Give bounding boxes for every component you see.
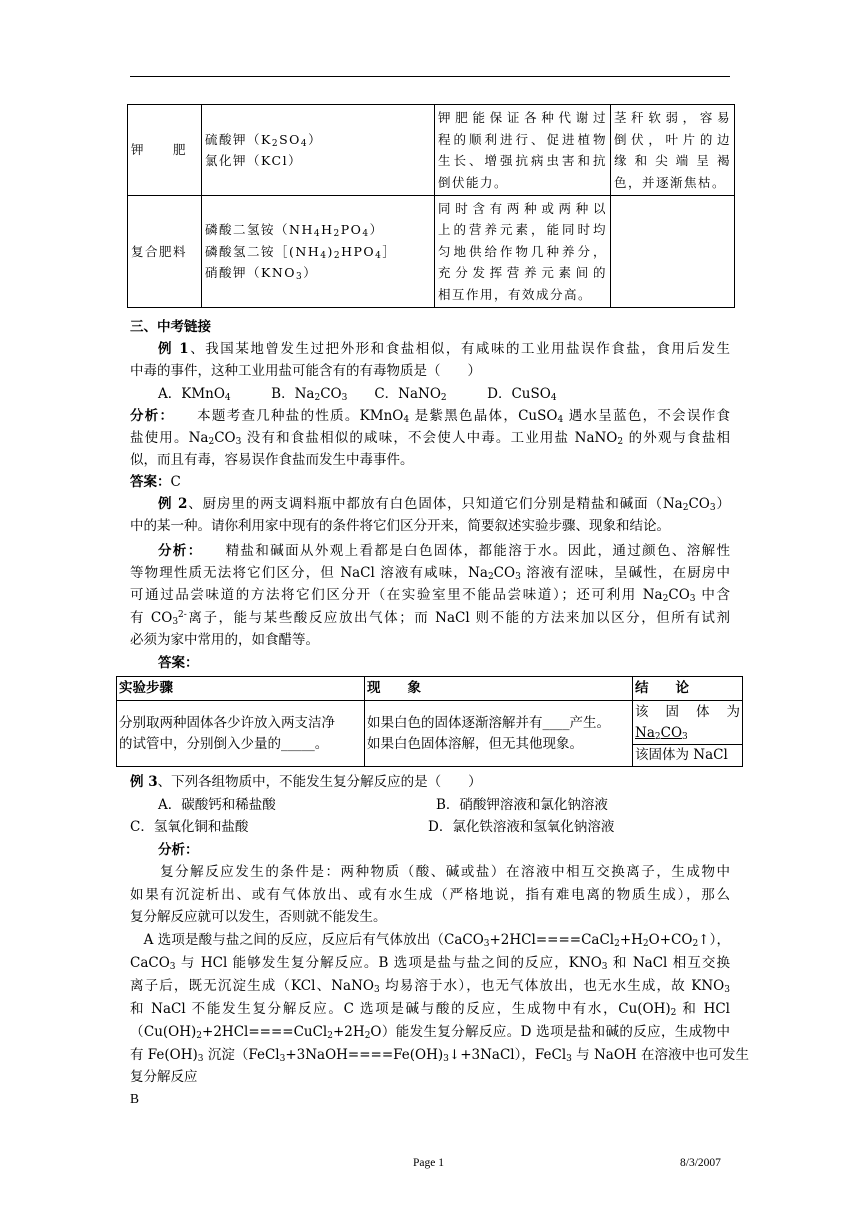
example3-option-b: B．硝酸钾溶液和氯化钠溶液 [436,797,608,813]
fertilizer-name: 复合肥料 [128,196,202,308]
example2-analysis-line2: 等物理性质无法将它们区分，但 NaCl 溶液有咸味，$Na_2CO_3$ 溶液有涩味，呈碱性，在厨房中 [130,565,730,582]
example1-question-line1: 例 1、我国某地曾发生过把外形和食盐相似，有咸味的工业用盐误作食盐，食用后发生 [158,341,731,357]
example2-analysis-line4: 有 $CO_3^{2-}$离子，能与某些酸反应放出气体；而 NaCl 则不能的方法来加以区分，但所有试剂 [130,610,730,627]
example2-analysis-line5: 必须为家中常用的，如食醋等。 [130,632,319,648]
header-phenomena: 现 象 [365,677,633,701]
example1-analysis-line3: 似，而且有毒，容易误作食盐而发生中毒事件。 [130,452,414,468]
example2-analysis-line3: 可通过品尝味道的方法将它们区分开（在实验室里不能品尝味道）；还可利用 $Na_2CO_3$ 中含 [130,587,731,604]
example3-option-d: D．氯化铁溶液和氢氧化钠溶液 [428,819,615,835]
footer-date: 8/3/2007 [680,1157,721,1169]
example3-analysis-p2-line2: CaCO$_3$ 与 HCl 能够发生复分解反应。B 选项是盐与盐之间的反应，$KNO_3$ 和 NaCl 相互交换 [130,955,730,972]
example2-question-line2: 中的某一种。请你利用家中现有的条件将它们区分开来，简要叙述实验步骤、现象和结论。 [130,518,670,534]
fertilizer-function: 同时含有两种或两种以 上的营养元素，能同时均 匀地供给作物几种养分， 充分发挥营养元素间的 相互作用，有效成分高。 [435,196,611,308]
table-row [128,105,735,196]
example1-analysis-line2: 盐使用。$Na_2CO_3$ 没有和食盐相似的咸味，不会使人中毒。工业用盐 NaNO$_2$ 的外观与食盐相 [130,430,730,447]
steps-cell: 分别取两种固体各少许放入两支洁净 的试管中，分别倒入少量的_____。 [117,701,365,767]
example3-analysis-p2-line6: 有 $Fe(OH)_3$ 沉淀$(FeCl_3+3NaOH====Fe(OH)_3↓+3NaCl)$，FeCl$_3$ 与 NaOH 在溶液中也可发生 [130,1047,749,1064]
example2-question-line1: 例 2、厨房里的两支调料瓶中都放有白色固体，只知道它们分别是精盐和碱面$(Na_2CO_3)$ [158,496,730,513]
example3-analysis-label: 分析： [158,842,199,858]
example3-analysis-p2-line4: 和 NaCl 不能发生复分解反应。C 选项是碱与酸的反应，生成物中有水，$Cu(OH)_2$ 和 HCl [130,1001,730,1018]
answer-table [116,676,743,767]
table-row [117,677,743,701]
example1-options: A．KMnO$_4$ B．$Na_2CO_3$ C．NaNO$_2$ D．CuSO$_4$ [158,386,557,403]
header-steps: 实验步骤 [117,677,365,701]
fertilizer-deficiency: 茎秆软弱，容易 倒伏，叶片的边 缘和尖端呈褐 色，并逐渐焦枯。 [611,105,735,196]
fertilizer-function: 钾肥能保证各种代谢过 程的顺利进行、促进植物 生长、增强抗病虫害和抗 倒伏能力。 [435,105,611,196]
example2-answer-label: 答案： [158,655,199,671]
header-rule [130,76,730,77]
example2-analysis-line1: 分析： 精盐和碱面从外观上看都是白色固体，都能溶于水。因此，通过颜色、溶解性 [158,543,730,559]
conclusion-cell: 该 固 体 为 $Na_2CO_3$ 该固体为 NaCl [633,701,743,767]
fertilizer-items: 磷酸二氢铵$(NH_4H_2PO_4)$ 磷酸氢二铵$[(NH_4)_2HPO_4]$ 硝酸钾$(KNO_3)$ [202,196,435,308]
example3-option-a: A．碳酸钙和稀盐酸 [158,797,276,813]
section-title: 三、中考链接 [130,319,211,335]
fertilizer-deficiency [611,196,735,308]
example3-option-c: C．氢氧化铜和盐酸 [130,819,249,835]
example1-answer: 答案：C [130,474,181,490]
page-number: Page 1 [413,1157,444,1169]
table-row [128,196,735,308]
table-row [117,701,743,767]
example3-answer: B [130,1091,140,1106]
example1-question-line2: 中毒的事件，这种工业用盐可能含有的有毒物质是（ ） [130,363,481,379]
header-conclusion: 结 论 [633,677,743,701]
example3-analysis-p1-line3: 复分解反应就可以发生，否则就不能发生。 [130,909,387,925]
example3-analysis-p2-line3: 离子后，既无沉淀生成（KCl、NaNO$_3$ 均易溶于水），也无气体放出，也无水生成，故 $KNO_3$ [130,978,730,995]
fertilizer-name: 钾 肥 [128,105,202,196]
fertilizer-table [127,104,735,308]
example3-analysis-p2-line1: A 选项是酸与盐之间的反应，反应后有气体放出$(CaCO_3+2HCl====CaCl_2+H_2O+CO_2↑)$， [130,932,730,949]
example3-analysis-p2-line7: 复分解反应 [130,1069,198,1085]
phenomena-cell: 如果白色的固体逐渐溶解并有____产生。 如果白色固体溶解，但无其他现象。 [365,701,633,767]
example3-analysis-p2-line5: $(Cu(OH)_2+2HCl====CuCl_2+2H_2O)$能发生复分解反应。D 选项是盐和碱的反应，生成物中 [130,1024,730,1041]
example1-analysis-line1: 分析： 本题考查几种盐的性质。KMnO$_4$ 是紫黑色晶体，CuSO$_4$ 遇水呈蓝色，不会误作食 [130,408,731,425]
example3-analysis-p1-line1: 复分解反应发生的条件是：两种物质（酸、碱或盐）在溶液中相互交换离子，生成物中 [130,864,730,880]
example3-question: 例 3、下列各组物质中，不能发生复分解反应的是（ ） [130,774,482,790]
example3-analysis-p1-line2: 如果有沉淀析出、或有气体放出、或有水生成（严格地说，指有难电离的物质生成），那么 [130,887,730,903]
fertilizer-items: 硫酸钾$(K_2SO_4)$ 氯化钾（KCl） [202,105,435,196]
